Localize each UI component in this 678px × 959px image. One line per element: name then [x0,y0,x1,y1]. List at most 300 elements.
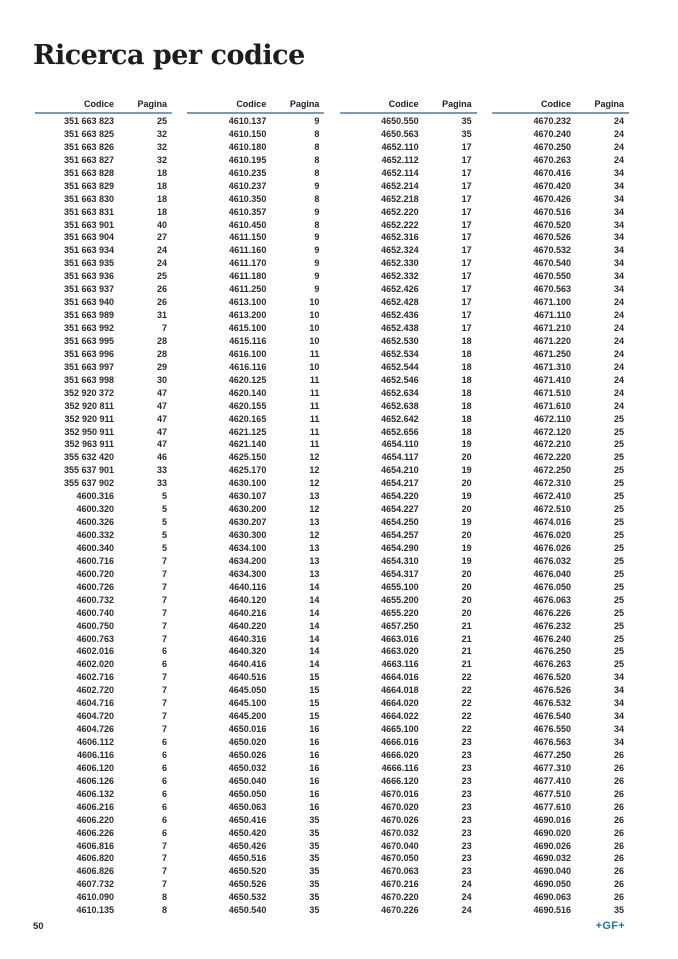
page-cell: 6 [161,827,167,838]
table-row [340,400,477,413]
page-cell: 25 [156,116,167,126]
code-cell: 4671.410 [533,374,571,385]
page-cell: 8 [314,219,320,230]
page-cell: 17 [461,245,472,256]
page-cell: 8 [314,141,320,152]
table-row [187,762,324,775]
code-cell: 4670.220 [381,892,419,903]
table-row [492,645,629,658]
code-cell: 4672.220 [533,452,571,463]
table-row [340,568,477,581]
pagina-header: Pagina [289,99,320,109]
code-cell: 4600.750 [76,620,114,631]
code-cell: 4670.063 [381,866,419,877]
table-row [35,231,172,244]
table-row [492,827,629,840]
table-row [492,658,629,671]
code-cell: 4664.020 [381,698,419,709]
page-cell: 7 [161,840,167,851]
table-row [340,633,477,646]
table-row [187,219,324,232]
page-cell: 6 [161,788,167,799]
table-row [492,762,629,775]
page-cell: 16 [309,724,320,735]
page-cell: 17 [461,141,472,152]
page-cell: 22 [461,724,472,735]
page-cell: 17 [461,297,472,308]
table-row [35,891,172,904]
page-cell: 11 [309,400,320,411]
code-cell: 4611.160 [229,245,267,256]
table-row [492,568,629,581]
table-row [35,167,172,180]
code-cell: 4630.200 [228,504,267,515]
page-cell: 25 [613,413,624,424]
code-cell: 4676.540 [533,711,571,722]
code-cell: 4640.120 [228,594,267,605]
code-cell: 4606.816 [76,840,114,851]
page-cell: 26 [613,801,624,812]
page-cell: 35 [309,814,320,825]
table-row [340,671,477,684]
code-cell: 351 663 901 [63,219,114,230]
page-cell: 15 [309,698,320,709]
table-row [492,413,629,426]
code-cell: 4630.100 [228,478,267,489]
page-cell: 9 [314,116,320,126]
page-cell: 24 [613,361,624,372]
table-row [35,361,172,374]
code-table-group-3 [340,97,477,917]
code-cell: 4652.222 [381,219,419,230]
code-cell: 4652.114 [381,167,419,178]
code-cell: 355 632 420 [63,452,114,463]
page-cell: 26 [613,749,624,760]
page-cell: 35 [309,866,320,877]
code-cell: 4654.217 [381,478,419,489]
table-row [35,775,172,788]
page-cell: 25 [613,542,624,553]
table-row [340,594,477,607]
table-row [492,555,629,568]
table-row [35,257,172,270]
code-cell: 352 920 372 [63,387,114,398]
table-row [35,594,172,607]
code-cell: 4652.634 [381,387,419,398]
page-cell: 17 [461,219,472,230]
code-cell: 4671.310 [533,361,571,372]
table-row [340,219,477,232]
page-cell: 12 [309,452,320,463]
page-cell: 34 [613,284,624,295]
table-row [340,206,477,219]
code-cell: 351 663 827 [63,154,114,165]
table-row [187,594,324,607]
table-row [187,658,324,671]
table-row [492,154,629,167]
page-cell: 16 [309,788,320,799]
page-cell: 35 [309,892,320,903]
page-cell: 6 [161,775,167,786]
table-row [492,490,629,503]
table-row [492,296,629,309]
table-row [187,413,324,426]
code-cell: 4606.220 [76,814,114,825]
table-row [187,115,324,128]
code-cell: 4610.180 [228,141,267,152]
code-cell: 4676.040 [533,568,571,579]
page-cell: 10 [309,323,320,333]
page-cell: 20 [461,568,472,579]
page-cell: 14 [309,581,320,592]
table-row [340,736,477,749]
code-cell: 351 663 823 [63,116,114,126]
code-cell: 4666.120 [381,775,419,786]
table-row [35,335,172,348]
page-cell: 26 [613,827,624,838]
table-row [35,568,172,581]
page-cell: 8 [161,905,167,916]
table-row [340,865,477,878]
page-cell: 18 [461,413,472,424]
table-row [35,607,172,620]
page-cell: 24 [613,348,624,359]
page-cell: 7 [161,698,167,709]
page-cell: 35 [309,827,320,838]
table-row [187,335,324,348]
page-cell: 20 [461,594,472,605]
page-cell: 23 [461,737,472,747]
page-cell: 34 [613,167,624,178]
table-row [340,426,477,439]
page-cell: 7 [161,581,167,592]
code-cell: 4665.100 [381,724,419,735]
code-cell: 4664.016 [381,672,419,683]
page-cell: 24 [613,310,624,321]
table-row [492,801,629,814]
code-cell: 4650.516 [228,853,267,864]
table-row [187,283,324,296]
table-row [35,801,172,814]
page-cell: 33 [156,465,167,476]
code-cell: 4650.520 [228,866,267,877]
table-row [340,529,477,542]
page-cell: 14 [309,659,320,670]
page-cell: 26 [613,892,624,903]
table-row [492,374,629,387]
page-cell: 22 [461,711,472,722]
table-row [35,620,172,633]
table-row [35,154,172,167]
page-cell: 32 [156,141,167,152]
table-row [492,438,629,451]
code-cell: 4600.720 [76,568,114,579]
table-row [187,904,324,917]
page-cell: 47 [156,413,167,424]
code-cell: 4676.563 [533,737,571,747]
code-cell: 4650.026 [228,749,267,760]
code-cell: 4671.610 [533,400,571,411]
header-rule [35,112,172,114]
code-cell: 4672.250 [533,465,571,476]
table-row [187,206,324,219]
table-row [492,607,629,620]
code-cell: 4677.250 [533,749,571,760]
table-row [35,581,172,594]
code-cell: 4600.320 [76,504,114,515]
header-rule [187,112,324,114]
page-cell: 14 [309,620,320,631]
table-row [35,710,172,723]
page-cell: 12 [309,478,320,489]
table-row [187,154,324,167]
code-cell: 4652.544 [381,361,419,372]
page-cell: 22 [461,698,472,709]
table-row [340,413,477,426]
page-cell: 17 [461,167,472,178]
page-cell: 20 [461,607,472,618]
code-cell: 4671.100 [533,297,571,308]
code-cell: 4621.125 [228,426,267,437]
code-cell: 351 663 935 [63,258,114,269]
page-cell: 23 [461,866,472,877]
code-cell: 4655.100 [381,581,419,592]
table-row [340,645,477,658]
page-cell: 22 [461,672,472,683]
table-row [187,723,324,736]
page-cell: 24 [613,374,624,385]
table-row [187,128,324,141]
table-row [492,749,629,762]
page-cell: 7 [161,555,167,566]
code-cell: 4666.116 [381,762,419,773]
codice-header: Codice [388,99,419,109]
page-cell: 8 [161,892,167,903]
page-cell: 6 [161,814,167,825]
code-cell: 4676.026 [533,542,571,553]
table-row [492,128,629,141]
code-cell: 4690.026 [533,840,571,851]
page-cell: 16 [309,737,320,747]
page-cell: 9 [314,206,320,217]
code-cell: 351 663 825 [63,128,114,139]
page-cell: 28 [156,335,167,346]
code-cell: 4630.207 [228,517,267,528]
code-cell: 4652.316 [381,232,419,243]
code-cell: 4676.020 [533,530,571,540]
page-cell: 20 [461,452,472,463]
code-cell: 4670.250 [533,141,571,152]
table-row [187,684,324,697]
code-cell: 351 663 937 [63,284,114,295]
page-cell: 7 [161,866,167,877]
page-cell: 25 [613,607,624,618]
code-cell: 4670.232 [533,116,571,126]
table-row [187,581,324,594]
table-row [492,865,629,878]
table-header [35,97,172,110]
code-cell: 4610.090 [76,892,114,903]
code-cell: 4690.040 [533,866,571,877]
page-cell: 34 [613,232,624,243]
table-row [492,206,629,219]
table-row [340,154,477,167]
page-cell: 47 [156,439,167,450]
page-cell: 5 [161,491,167,502]
table-row [35,749,172,762]
code-cell: 351 663 829 [63,180,114,191]
page-cell: 25 [613,426,624,437]
code-cell: 4600.763 [76,633,114,644]
code-cell: 4602.716 [76,672,114,683]
code-cell: 4652.638 [381,400,419,411]
page-cell: 17 [461,193,472,204]
table-row [35,219,172,232]
code-cell: 4611.150 [229,232,267,243]
codice-header: Codice [540,99,571,109]
table-row [35,387,172,400]
table-row [35,438,172,451]
page-cell: 9 [314,271,320,282]
table-row [492,219,629,232]
page-cell: 15 [309,672,320,683]
code-cell: 4676.526 [533,685,571,696]
page-cell: 15 [309,685,320,696]
code-cell: 351 663 904 [63,232,114,243]
page-cell: 12 [309,530,320,540]
code-cell: 4600.326 [76,517,114,528]
page-cell: 17 [461,271,472,282]
code-cell: 4650.532 [228,892,267,903]
code-cell: 4670.540 [533,258,571,269]
table-row [340,852,477,865]
table-row [35,270,172,283]
page-cell: 13 [309,555,320,566]
table-row [340,788,477,801]
table-row [35,206,172,219]
page-cell: 11 [309,387,320,398]
code-cell: 4654.227 [381,504,419,515]
code-cell: 4663.020 [381,646,419,657]
table-row [492,542,629,555]
code-cell: 351 663 934 [63,245,114,256]
table-row [187,322,324,335]
code-cell: 4613.100 [228,297,267,308]
page-cell: 34 [613,737,624,747]
page-cell: 10 [309,297,320,308]
pagina-header: Pagina [442,99,472,109]
page-cell: 7 [161,620,167,631]
table-row [35,788,172,801]
table-row [35,865,172,878]
page-cell: 17 [461,284,472,295]
code-cell: 4610.235 [228,167,267,178]
table-row [492,270,629,283]
page-cell: 34 [613,672,624,683]
table-rows [340,115,477,917]
table-row [187,451,324,464]
code-cell: 4654.257 [381,530,419,540]
code-cell: 4611.180 [229,271,267,282]
page-cell: 24 [613,141,624,152]
code-cell: 351 663 830 [63,193,114,204]
table-row [340,167,477,180]
table-row [492,477,629,490]
table-row [35,658,172,671]
page-cell: 25 [613,646,624,657]
code-cell: 4650.563 [381,128,419,139]
page-cell: 25 [613,530,624,540]
page-cell: 23 [461,775,472,786]
page-cell: 9 [314,258,320,269]
code-cell: 4670.550 [533,271,571,282]
code-cell: 4634.100 [228,542,267,553]
page-cell: 14 [309,594,320,605]
table-row [340,438,477,451]
page-cell: 11 [309,439,320,450]
code-cell: 4670.563 [533,284,571,295]
table-row [492,244,629,257]
code-cell: 4650.420 [228,827,267,838]
table-row [340,322,477,335]
code-cell: 4604.726 [76,724,114,735]
page-cell: 7 [161,323,167,333]
code-cell: 4690.032 [533,853,571,864]
code-cell: 4676.063 [533,594,571,605]
code-cell: 4620.155 [228,400,267,411]
table-row [492,620,629,633]
code-cell: 4652.546 [381,374,419,385]
table-row [187,529,324,542]
page-cell: 24 [613,297,624,308]
table-row [35,400,172,413]
page-cell: 24 [613,335,624,346]
code-cell: 4652.530 [381,335,419,346]
code-cell: 355 637 902 [63,478,114,489]
table-row [187,697,324,710]
code-cell: 4600.316 [76,491,114,502]
page-cell: 20 [461,504,472,515]
code-cell: 4670.416 [533,167,571,178]
code-cell: 4606.820 [76,853,114,864]
pagina-header: Pagina [137,99,167,109]
page-cell: 6 [161,659,167,670]
table-row [187,645,324,658]
page-cell: 23 [461,749,472,760]
table-row [340,775,477,788]
page-cell: 25 [613,478,624,489]
code-cell: 4616.116 [229,361,267,372]
table-row [340,710,477,723]
code-cell: 4676.532 [533,698,571,709]
table-row [187,180,324,193]
table-row [35,645,172,658]
page-cell: 6 [161,762,167,773]
page-cell: 21 [461,659,472,670]
code-cell: 4676.050 [533,581,571,592]
code-cell: 352 963 911 [64,439,114,450]
table-row [187,865,324,878]
table-row [187,891,324,904]
table-row [35,413,172,426]
table-row [187,814,324,827]
page-cell: 35 [309,840,320,851]
code-cell: 4620.125 [228,374,267,385]
code-cell: 4600.726 [76,581,114,592]
table-row [340,827,477,840]
page-cell: 19 [461,439,472,450]
page-cell: 24 [461,879,472,890]
